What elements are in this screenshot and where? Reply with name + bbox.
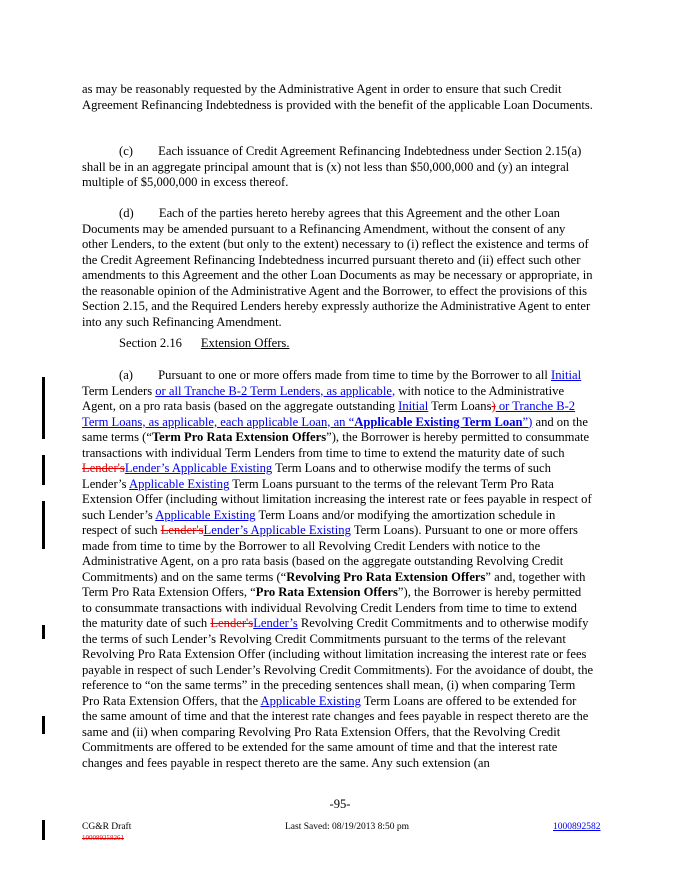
defined-term: Pro Rata Extension Offers <box>255 585 398 599</box>
change-bar <box>42 716 45 734</box>
inserted-text: Lender’s Applicable Existing <box>124 461 273 475</box>
text-run: Term Loans <box>428 399 492 413</box>
text-run: (a) Pursuant to one or more offers made from time to time by the Borrower to all <box>119 368 552 382</box>
paragraph-continuation: as may be reasonably requested by the Administrative Agent in order to ensure that such Credit Agreement Refinancing Indebtedness is provided with the benefit of the applicable Loan Documents. <box>82 82 593 112</box>
text-run: Term Loans are offered to be extended for the same amount of time and that the interest rate changes and fees payable in respect thereto are the same and (ii) when comparing Revolving Pro Rata Extension Offers, that the Revolving Credit Commitments are offered to be extended for the same amount of time and that the interest rate changes and fees payable in respect thereto are the same. Any such extension (an <box>82 693 589 770</box>
text-run: ”), the Borrower is hereby permitted to consummate transactions with individual Term Lenders from time to time to extend the maturity date of such <box>82 430 590 460</box>
change-bar <box>42 625 45 639</box>
deleted-text: Lender's <box>160 523 204 537</box>
defined-term: Revolving Pro Rata Extension Offers <box>286 569 486 584</box>
deleted-text: ) <box>491 399 496 413</box>
inserted-text: Applicable Existing <box>155 507 256 522</box>
deleted-text: Lender's <box>82 461 125 475</box>
text-run: Revolving Credit Commitments and to otherwise modify the terms of such Lender’s Revolving Credit Commitments pursuant to the terms of the relevant Revolving Pro Rata Extension Offer (including without limitation increasing the interest rate or fees payable in respect of such Lender’s Revolving Credit Commitments). For the avoidance of doubt, the reference to “on the same terms” in the preceding sentences shall mean, (i) when comparing Term Pro Rata Extension Offers, that the <box>82 616 594 708</box>
text-run: Term Loans and/or modifying the amortization schedule in respect of such <box>82 507 556 537</box>
footer-doc-number: 1000892582 <box>553 822 601 832</box>
deleted-text: Lender's <box>210 616 254 630</box>
footer-draft-label: CG&R Draft <box>82 822 132 832</box>
section-title: Extension Offers. <box>200 336 290 350</box>
inserted-text: Initial <box>551 368 582 382</box>
defined-term: Term Pro Rata Extension Offers <box>151 430 327 444</box>
page-number: -95- <box>329 797 351 811</box>
inserted-text: Applicable Existing <box>260 693 361 708</box>
footer-last-saved: Last Saved: 08/19/2013 8:50 pm <box>285 822 410 832</box>
text-run: Term Loans). Pursuant to one or more offers made from time to time by the Borrower to all Revolving Credit Lenders with notice to the Administrative Agent, on a pro rata basis (based on the aggregate outstanding Revolving Credit Commitments) and on the same terms (“ <box>82 523 578 584</box>
inserted-text: Applicable Existing <box>128 476 230 491</box>
section-number: Section 2.16 <box>119 336 182 350</box>
text-run: and on the same terms (“ <box>82 414 588 444</box>
inserted-text: Initial <box>398 399 429 413</box>
text-run: with notice to the Administrative Agent, on a pro rata basis (based on the aggregate outstanding <box>82 383 565 413</box>
change-bar <box>42 455 45 485</box>
inserted-text: Lender’s Applicable Existing <box>203 523 351 537</box>
text-run: Term Loans and to otherwise modify the terms of such Lender’s <box>82 461 551 491</box>
paragraph-a <box>82 368 594 771</box>
section-heading <box>82 336 594 352</box>
change-bar <box>42 820 45 840</box>
footer-left <box>82 822 131 844</box>
text-run: Term Loans pursuant to the terms of the relevant Term Pro Rata Extension Offer (including without limitation increasing the interest rate or fees payable in respect of such Lender’s <box>82 476 592 522</box>
change-bar <box>42 377 45 439</box>
inserted-text: Lender’s <box>253 616 298 630</box>
inserted-text: or Tranche B-2 Term Loans, as applicable, each applicable Loan, an “ <box>82 399 576 429</box>
inserted-defined-term: Applicable Existing Term Loan <box>354 414 523 429</box>
text-run: ”), the Borrower is hereby permitted to consummate transactions with individual Revolving Credit Lenders from time to time to extend the maturity date of such <box>82 585 582 630</box>
inserted-text: or all Tranche B-2 Term Lenders, as applicable, <box>155 383 396 398</box>
inserted-text: ”) <box>522 414 533 429</box>
text-run: Term Lenders <box>82 383 156 398</box>
paragraph-c: (c) Each issuance of Credit Agreement Refinancing Indebtedness under Section 2.15(a) shall be in an aggregate principal amount that is (x) not less than $50,000,000 and (y) an integral multiple of $5,000,000 in excess thereof. <box>82 144 582 189</box>
text-run: ” and, together with Term Pro Rata Extension Offers, “ <box>82 569 586 599</box>
footer-deleted-docnum: 100089258261 <box>82 834 124 842</box>
paragraph-d: (d) Each of the parties hereto hereby agrees that this Agreement and the other Loan Documents may be amended pursuant to a Refinancing Amendment, without the consent of any other Lenders, to the extent (but only to the extent) necessary to (i) reflect the existence and terms of the Credit Agreement Refinancing Indebtedness incurred pursuant thereto and (ii) effect such other amendments to this Agreement and the other Loan Documents as may be necessary or appropriate, in the reasonable opinion of the Administrative Agent and the Borrower, to effect the provisions of this Section 2.15, and the Required Lenders hereby expressly authorize the Administrative Agent to enter into any such Refinancing Amendment. <box>82 206 593 329</box>
change-bar <box>42 501 45 549</box>
